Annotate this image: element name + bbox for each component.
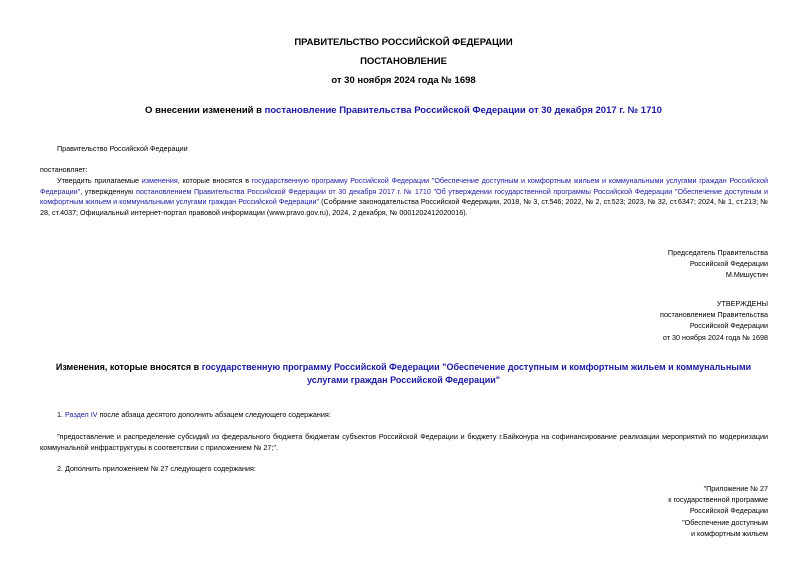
- signature-block: [668, 247, 768, 281]
- signature-line-3: М.Мишустин: [725, 270, 768, 280]
- resolves-label: постановляет:: [40, 165, 88, 174]
- resolution-1710-link[interactable]: постановлением Правительства Российской Федерации от 30 декабря 2017 г. № 1710 "Об утверждении государственной программы Российской Федерации "Обеспечение доступным и комфортным жильем и коммунальными услугами граждан Российской Федерации": [40, 186, 769, 206]
- appendix-line-2: к государственной программе: [668, 495, 768, 505]
- item-1-text: после абзаца десятого дополнить абзацем следующего содержания:: [97, 410, 331, 419]
- p1-text-c: , утвержденную: [80, 186, 136, 196]
- section-iv-link[interactable]: Раздел IV: [65, 410, 98, 419]
- government-label: Правительство Российской Федерации: [57, 144, 188, 153]
- document-title-link[interactable]: постановление Правительства Российской Федерации от 30 декабря 2017 г. № 1710: [264, 105, 662, 116]
- appendix-line-4: "Обеспечение доступным: [682, 517, 768, 527]
- item-1: [57, 410, 331, 421]
- approved-block: [660, 298, 768, 343]
- approved-line-1: УТВЕРЖДЕНЫ: [716, 299, 768, 308]
- item-1-quote: "предоставление и распределение субсидий из федерального бюджета бюджетам субъектов Российской Федерации и бюджету г.Байконура на софинансирование реализации мероприятий по модернизации коммунальной инфраструктуры в соответствии с приложением № 27;".: [40, 432, 768, 452]
- p1-text-d: (Собрание законодательства Российской Федерации, 2018, № 3, ст.546; 2022, № 2, ст.523; 2023, № 32, ст.6347; 2024, № 1, ст.213; № 28, ст.4037; Официальный интернет-портал правовой информации (www.pravo.gov.ru), 2024, 2 декабря, № 0001202412020016).: [40, 197, 768, 217]
- document-type: ПОСТАНОВЛЕНИЕ: [360, 56, 447, 67]
- changes-title: [38, 361, 769, 386]
- appendix-line-5: и комфортным жильем: [691, 528, 768, 538]
- approved-line-3: Российской Федерации: [689, 321, 768, 331]
- appendix-line-1: "Приложение № 27: [703, 484, 768, 493]
- p1-text-a: Утвердить прилагаемые: [57, 176, 142, 185]
- document-title: [0, 105, 807, 116]
- changes-title-prefix: Изменения, которые вносятся в: [55, 362, 202, 372]
- document-date-number: от 30 ноября 2024 года № 1698: [331, 75, 476, 86]
- p1-text-b: , которые вносятся в: [177, 176, 252, 185]
- signature-line-2: Российской Федерации: [689, 259, 768, 269]
- government-heading: ПРАВИТЕЛЬСТВО РОССИЙСКОЙ ФЕДЕРАЦИИ: [294, 37, 513, 48]
- resolution-paragraph: [40, 176, 768, 218]
- signature-line-1: Председатель Правительства: [667, 248, 768, 257]
- appendix-line-3: Российской Федерации: [689, 506, 768, 516]
- state-program-link[interactable]: государственную программу Российской Федерации "Обеспечение доступным и комфортным жильем и коммунальными услугами граждан Российской Федерации": [40, 176, 768, 196]
- document-title-prefix: О внесении изменений в: [145, 105, 265, 116]
- approved-line-2: постановлением Правительства: [660, 310, 768, 320]
- approved-line-4: от 30 ноября 2024 года № 1698: [662, 332, 768, 342]
- item-1-number: 1.: [57, 410, 65, 419]
- item-2: 2. Дополнить приложением № 27 следующего содержания:: [57, 464, 256, 473]
- changes-title-link[interactable]: государственную программу Российской Федерации "Обеспечение доступным и комфортным жильем и коммунальными услугами граждан Российской Федерации": [201, 362, 752, 385]
- appendix-block: [668, 483, 768, 539]
- changes-link[interactable]: изменения: [141, 176, 178, 185]
